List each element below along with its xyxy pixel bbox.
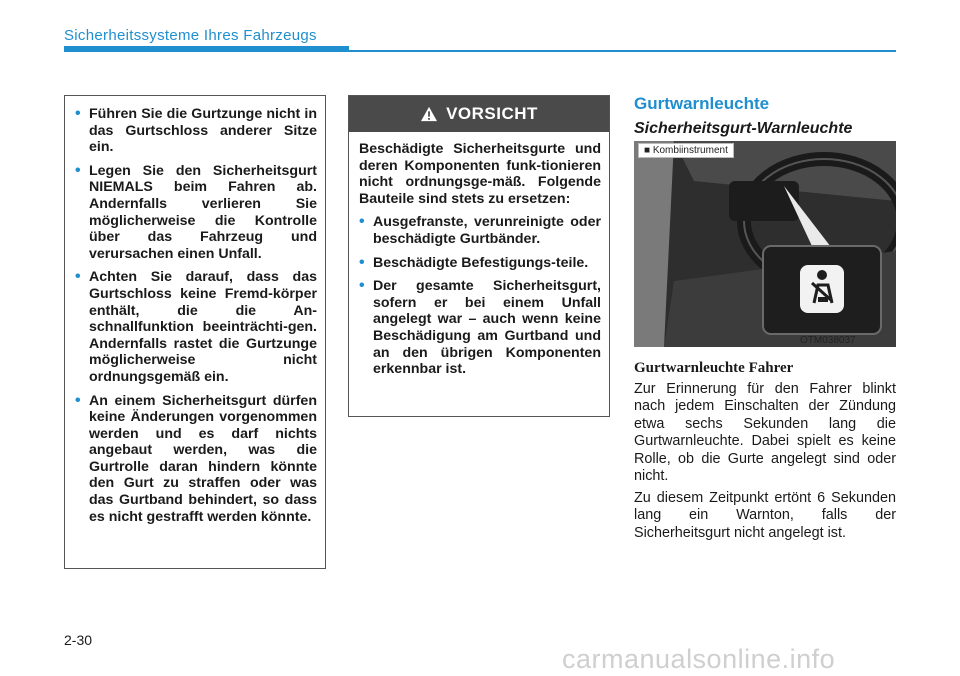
caution-body bbox=[349, 132, 609, 391]
caution-label: VORSICHT bbox=[446, 104, 538, 123]
list-item: • Der gesamte Sicherheitsgurt, sofern er bei einem Unfall angelegt war – auch wenn keine Beschädigung am Gurtband und an den übrigen Komponenten erkennbar ist. bbox=[359, 278, 601, 378]
warning-box-left bbox=[64, 95, 326, 569]
warning-triangle-icon bbox=[420, 106, 438, 122]
list-item: • An einem Sicherheitsgurt dürfen keine Änderungen vorgenommen werden und es darf nichts angebaut werden, was die Gurtrolle daran hindern könnte den Gurt zu straffen oder was das Gurtband behindert, so dass es nicht gestrafft werden könnte. bbox=[75, 393, 317, 526]
caution-header bbox=[349, 96, 609, 132]
list-item: • Beschädigte Befestigungs-teile. bbox=[359, 255, 601, 272]
watermark: carmanualsonline.info bbox=[562, 644, 836, 674]
list-item: • Achten Sie darauf, dass das Gurtschloss keine Fremd-körper enthält, die die An-schnallfunktion beeinträchti-gen. Andernfalls rastet die Gurtzunge möglicherweise nicht ordnungsgemäß ein. bbox=[75, 269, 317, 385]
section-subtitle: Sicherheitsgurt-Warnleuchte bbox=[634, 120, 853, 137]
header-rule bbox=[64, 50, 896, 52]
section-title: Gurtwarnleuchte bbox=[634, 94, 770, 113]
caution-box bbox=[348, 95, 610, 417]
caution-intro: Beschädigte Sicherheitsgurte und deren Komponenten funk-tionieren nicht ordnungsge-mäß. Folgende Bauteile sind stets zu ersetzen: bbox=[359, 141, 601, 207]
caution-bullet-list bbox=[359, 214, 601, 377]
list-item: • Führen Sie die Gurtzunge nicht in das Gurtschloss anderer Sitze ein. bbox=[75, 106, 317, 156]
left-bullet-list bbox=[75, 106, 317, 525]
body-paragraph: Zur Erinnerung für den Fahrer blinkt nach jedem Einschalten der Zündung etwa sechs Sekunden lang die Gurtwarnleuchte. Dabei spielt es keine Rolle, ob die Gurte angelegt sind oder nicht. bbox=[634, 381, 896, 485]
list-item: • Legen Sie den Sicherheitsgurt NIEMALS beim Fahren ab. Andernfalls verlieren Sie möglicherweise die Kontrolle über das Fahrzeug und verursachen einen Unfall. bbox=[75, 163, 317, 263]
figure-tag: ■ Kombiinstrument bbox=[638, 143, 734, 158]
seatbelt-warning-icon bbox=[762, 245, 882, 335]
chapter-title: Sicherheitssysteme Ihres Fahrzeugs bbox=[64, 27, 317, 44]
body-paragraph: Zu diesem Zeitpunkt ertönt 6 Sekunden lang ein Warnton, falls der Sicherheitsgurt nicht angelegt ist. bbox=[634, 490, 896, 541]
list-item: • Ausgefranste, verunreinigte oder beschädigte Gurtbänder. bbox=[359, 214, 601, 247]
figure-code: OTM038037 bbox=[800, 335, 856, 346]
dashboard-figure bbox=[634, 141, 896, 347]
paragraph-heading: Gurtwarnleuchte Fahrer bbox=[634, 360, 794, 376]
page-number: 2-30 bbox=[64, 632, 93, 648]
